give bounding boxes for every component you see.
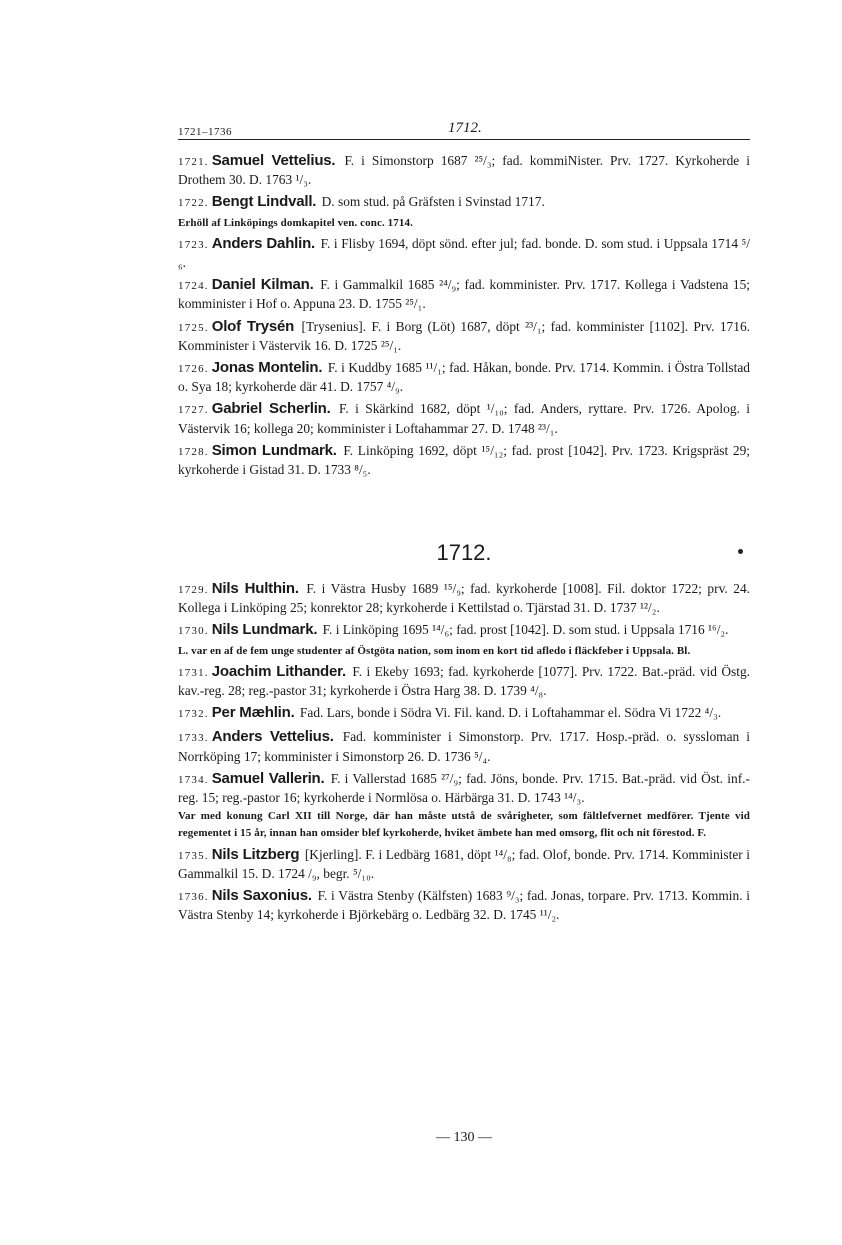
entry <box>178 400 750 436</box>
entry-number: 1729. <box>178 584 209 596</box>
entry-text: D. som stud. på Gräfsten i Svinstad 1717. <box>321 194 545 210</box>
entry-number: 1730. <box>178 625 209 638</box>
entry <box>178 235 750 271</box>
entry-number: 1726. <box>178 363 209 376</box>
header-year: 1712. <box>448 120 482 136</box>
entry-name: Nils Saxonius. <box>211 887 312 905</box>
entry-number: 1725. <box>178 321 209 334</box>
entry-number: 1728. <box>178 445 209 458</box>
entry-text: F. i Ekeby 1693; fad. kyrkoherde [1077]. Prv. 1722. Bat.-präd. vid Östg. kav.-reg. 28; reg.-pastor 31; kyrkoherde i Östra Harg 38. D. 1739 ⁴/₈. <box>178 663 750 699</box>
entry-text: [Trysenius]. F. i Borg (Löt) 1687, döpt ²³/₁; fad. komminister [1102]. Prv. 1716. Komminister i Västervik 16. D. 1725 ²⁵/₁. <box>178 318 750 353</box>
entry-name: Nils Litzberg <box>211 845 300 863</box>
entry-name: Anders Dahlin. <box>211 234 316 252</box>
entry-text: Fad. Lars, bonde i Södra Vi. Fil. kand. D. i Loftahammar el. Södra Vi 1722 ⁴/₃. <box>299 705 722 721</box>
entry-number: 1735. <box>178 849 209 862</box>
entry <box>178 663 750 699</box>
entry-name: Nils Hulthin. <box>211 580 299 597</box>
entry-range: 1721–1736 <box>178 126 232 138</box>
page-header <box>178 120 750 140</box>
entry-text: F. i Simonstorp 1687 ²⁵/₃; fad. kommiNister. Prv. 1727. Kyrkoherde i Drothem 30. D. 1763 ¹/₃. <box>178 153 750 188</box>
entry-text: F. Linköping 1692, döpt ¹⁵/₁₂; fad. prost [1042]. Prv. 1723. Krigspräst 29; kyrkoherde i Gistad 31. D. 1733 ⁸/₅. <box>178 442 750 478</box>
entry-name: Gabriel Scherlin. <box>211 400 331 418</box>
entry-number: 1731. <box>178 666 209 679</box>
entry-name: Simon Lundmark. <box>211 441 337 459</box>
entry-note: Erhöll af Linköpings domkapitel ven. conc. 1714. <box>178 216 413 229</box>
entry <box>178 887 750 923</box>
entry <box>178 704 750 723</box>
entry-text: F. i Kuddby 1685 ¹¹/₁; fad. Håkan, bonde. Prv. 1714. Kommin. i Östra Tollstad o. Sya 18; kyrkoherde där 41. D. 1757 ⁴/₉. <box>178 360 750 395</box>
entry-name: Per Mæhlin. <box>211 704 295 722</box>
entry-number: 1727. <box>178 404 209 417</box>
entry <box>178 193 750 229</box>
entry <box>178 580 750 616</box>
entry-number: 1733. <box>178 732 209 745</box>
bullet-dot <box>738 549 743 554</box>
page-number: — 130 — <box>436 1130 492 1145</box>
entry-name: Samuel Vallerin. <box>211 769 325 787</box>
entry <box>178 846 750 882</box>
entry-name: Anders Vettelius. <box>211 728 334 746</box>
entry-text: F. i Västra Stenby (Kälfsten) 1683 ⁹/₃; fad. Jonas, torpare. Prv. 1713. Kommin. i Västra Stenby 14; kyrkoherde i Björkebärg o. Ledbärg 32. D. 1745 ¹¹/₂. <box>178 888 750 923</box>
entry-number: 1736. <box>178 891 209 904</box>
entry-text: F. i Linköping 1695 ¹⁴/₆; fad. prost [1042]. D. som stud. i Uppsala 1716 ¹⁶/₂. <box>322 622 729 638</box>
entry-note: L. var en af de fem unge studenter af Östgöta nation, som inom en kort tid afledo i fläckfeber i Uppsala. Bl. <box>178 644 691 657</box>
entry-note: Var med konung Carl XII till Norge, där han måste utstå de svårigheter, som fältlefvernet medförer. Tjente vid regementet i 15 år, innan han omsider blef kyrkoherde, hviket ämbete han med omsorg, flit och nit förestod. F. <box>178 810 750 840</box>
entry-number: 1722. <box>178 197 209 210</box>
header-rule <box>178 139 750 140</box>
entry-number: 1721. <box>178 156 209 168</box>
entry-number: 1724. <box>178 280 209 293</box>
entry-name: Daniel Kilman. <box>211 276 314 294</box>
entry <box>178 770 750 841</box>
mid-year-heading: 1712. <box>436 540 492 565</box>
entry-number: 1734. <box>178 773 209 786</box>
entry-name: Olof Trysén <box>211 317 295 335</box>
entry-text: F. i Skärkind 1682, döpt ¹/₁₀; fad. Anders, ryttare. Prv. 1726. Apolog. i Västervik 16; kollega 20; komminister i Loftahammar 27. D. 1748 ²³/₁. <box>178 401 750 436</box>
entries-section-1 <box>178 152 750 483</box>
entry-text: Fad. komminister i Simonstorp. Prv. 1717. Hosp.-präd. o. syssloman i Norrköping 17; komminister i Simonstorp 26. D. 1736 ⁵/₄. <box>178 729 750 764</box>
entry <box>178 318 750 354</box>
entries-section-2 <box>178 580 750 928</box>
entry <box>178 442 750 478</box>
entry-name: Jonas Montelin. <box>211 359 323 377</box>
entry-text: [Kjerling]. F. i Ledbärg 1681, döpt ¹⁴/₈; fad. Olof, bonde. Prv. 1714. Komminister i Gammalkil 15. D. 1724 /₉, begr. ⁵/₁₀. <box>178 846 750 881</box>
entry <box>178 621 750 657</box>
entry-name: Samuel Vettelius. <box>211 152 336 169</box>
entry-text: F. i Västra Husby 1689 ¹⁵/₉; fad. kyrkoherde [1008]. Fil. doktor 1722; prv. 24. Kollega i Linköping 25; konrektor 28; kyrkoherde i Kettilstad o. Tjärstad 31. D. 1737 ¹²/₂. <box>178 581 750 616</box>
entry-name: Nils Lundmark. <box>211 621 318 639</box>
entry <box>178 276 750 312</box>
entry-number: 1723. <box>178 238 209 251</box>
entry-text: F. i Gammalkil 1685 ²⁴/₉; fad. komminister. Prv. 1717. Kollega i Vadstena 15; komminister i Hof o. Appuna 23. D. 1755 ²⁵/₁. <box>178 277 750 312</box>
entry <box>178 359 750 395</box>
entry-number: 1732. <box>178 708 209 721</box>
entry-text: F. i Flisby 1694, döpt sönd. efter jul; fad. bonde. D. som stud. i Uppsala 1714 ⁵/₆. <box>178 235 750 271</box>
entry-name: Bengt Lindvall. <box>211 193 317 211</box>
entry-text: F. i Vallerstad 1685 ²⁷/₉; fad. Jöns, bonde. Prv. 1715. Bat.-präd. vid Öst. inf.-reg. 15; reg.-pastor 16; kyrkoherde i Normlösa o. Härbärga 31. D. 1743 ¹⁴/₃. <box>178 770 750 806</box>
entry <box>178 152 750 188</box>
entry-name: Joachim Lithander. <box>211 662 346 680</box>
entry <box>178 728 750 764</box>
